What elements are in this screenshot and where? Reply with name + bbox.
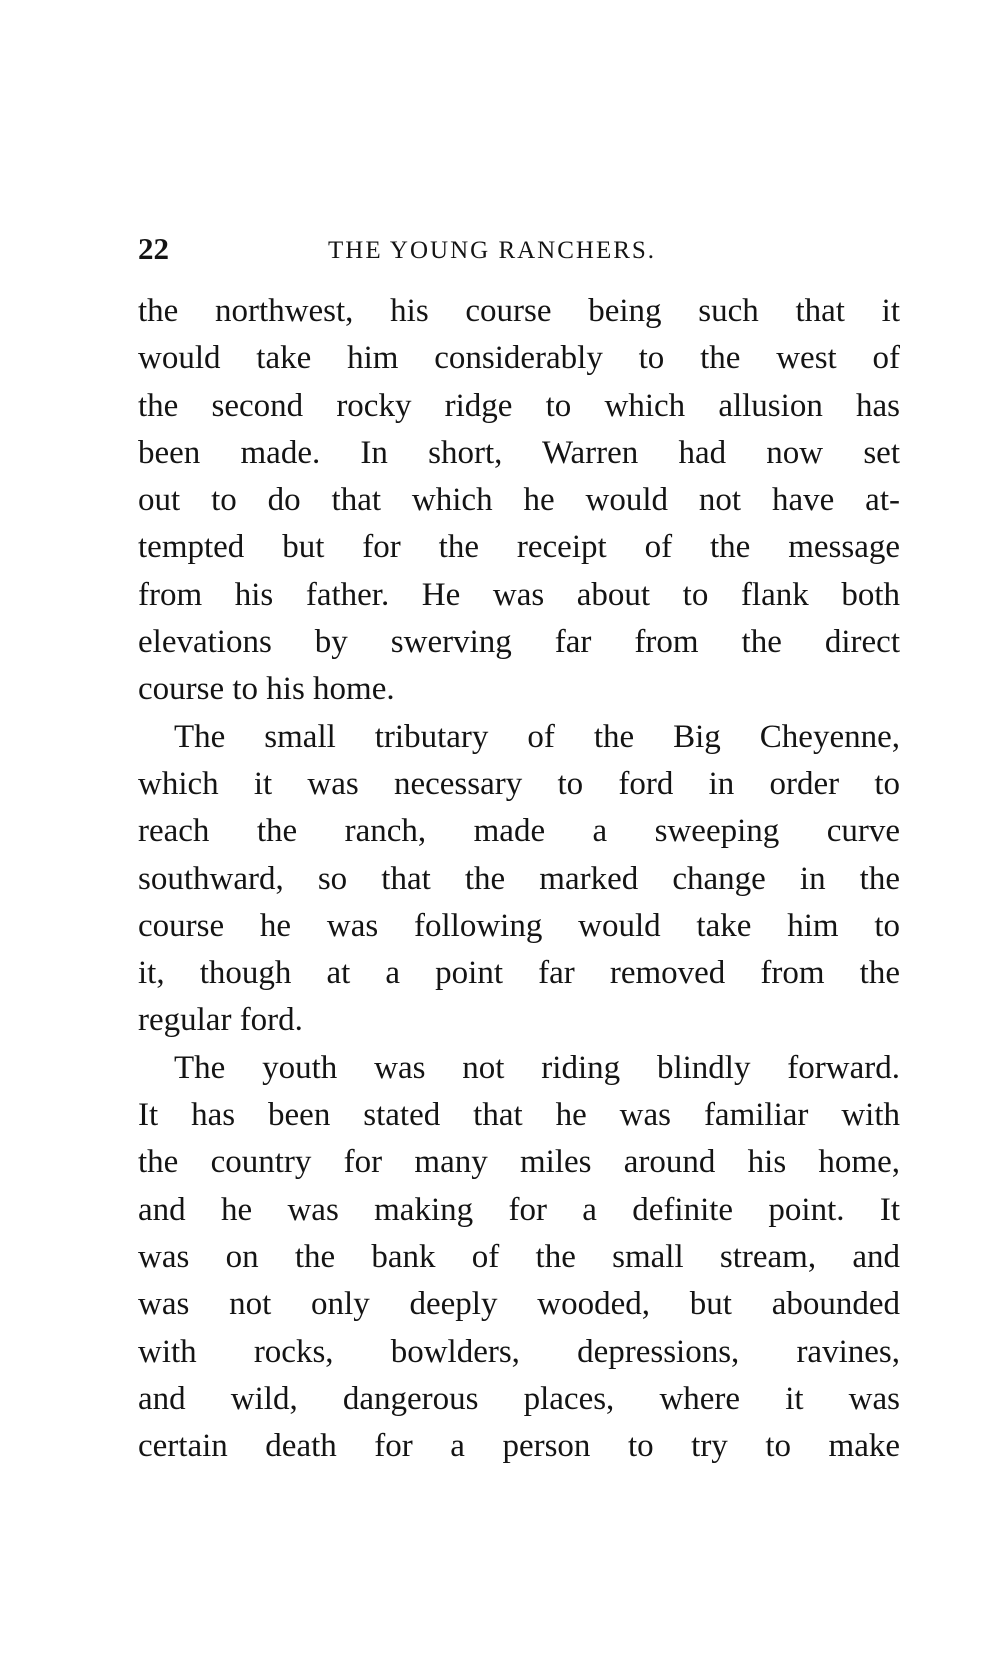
text-line: was on the bank of the small stream, and bbox=[138, 1238, 900, 1275]
text-line: regular ford. bbox=[138, 1002, 303, 1039]
text-line: from his father. He was about to flank both bbox=[138, 576, 900, 613]
paragraph-1 bbox=[138, 288, 900, 714]
paragraph-3 bbox=[138, 1045, 900, 1471]
text-line: out to do that which he would not have at- bbox=[138, 482, 900, 519]
text-line: It has been stated that he was familiar with bbox=[138, 1097, 900, 1134]
text-line: The small tributary of the Big Cheyenne, bbox=[174, 718, 900, 755]
text-line: the northwest, his course being such that it bbox=[138, 293, 900, 329]
text-line: course to his home. bbox=[138, 671, 395, 708]
text-line: reach the ranch, made a sweeping curve bbox=[138, 813, 900, 850]
text-line: the country for many miles around his home, bbox=[138, 1144, 900, 1181]
text-line: the second rocky ridge to which allusion has bbox=[138, 387, 900, 424]
text-line: certain death for a person to try to make bbox=[138, 1428, 900, 1465]
text-line: tempted but for the receipt of the message bbox=[138, 529, 900, 566]
text-line: it, though at a point far removed from the bbox=[138, 955, 900, 992]
text-line: was not only deeply wooded, but abounded bbox=[138, 1286, 900, 1323]
text-line: been made. In short, Warren had now set bbox=[138, 434, 900, 471]
paragraph-2 bbox=[138, 714, 900, 1045]
page-number: 22 bbox=[138, 231, 169, 266]
text-line: and wild, dangerous places, where it was bbox=[138, 1380, 900, 1417]
text-line: would take him considerably to the west of bbox=[138, 340, 900, 377]
text-line: with rocks, bowlders, depressions, ravines, bbox=[138, 1333, 900, 1370]
running-title: THE YOUNG RANCHERS. bbox=[328, 237, 657, 264]
page-header bbox=[138, 229, 900, 269]
text-line: which it was necessary to ford in order to bbox=[138, 765, 900, 802]
text-line: course he was following would take him to bbox=[138, 907, 900, 944]
body-text bbox=[138, 288, 900, 1470]
text-line: The youth was not riding blindly forward. bbox=[174, 1049, 900, 1086]
text-line: and he was making for a definite point. It bbox=[138, 1191, 900, 1228]
text-line: elevations by swerving far from the direct bbox=[138, 624, 900, 661]
text-line: southward, so that the marked change in the bbox=[138, 860, 900, 897]
